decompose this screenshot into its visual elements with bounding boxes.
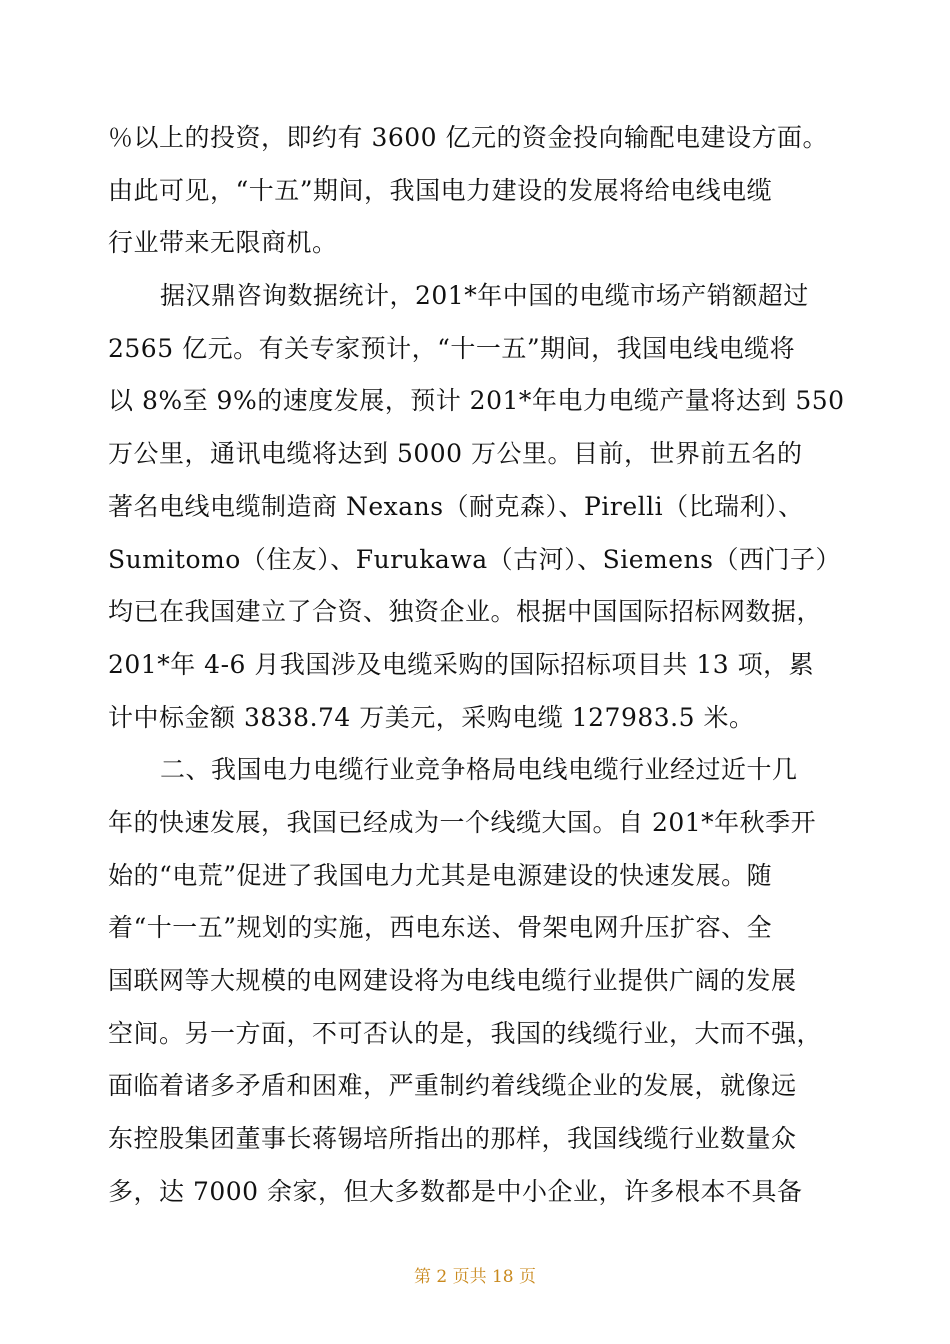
text-line: 行业带来无限商机。 — [108, 228, 338, 258]
text-line: Sumitomo（住友）、Furukawa（古河）、Siemens（西门子） — [108, 544, 841, 574]
paragraph-start-line: 二、我国电力电缆行业竞争格局电线电缆行业经过近十几 — [160, 755, 798, 785]
text-line: 由此可见，“十五”期间，我国电力建设的发展将给电线电缆 — [108, 175, 773, 205]
text-line: 2565 亿元。有关专家预计，“十一五”期间，我国电线电缆将 — [108, 333, 796, 363]
text-line: 均已在我国建立了合资、独资企业。根据中国国际招标网数据， — [108, 597, 823, 627]
text-line: 计中标金额 3838.74 万美元，采购电缆 127983.5 米。 — [108, 702, 755, 732]
text-line: 面临着诸多矛盾和困难，严重制约着线缆企业的发展，就像远 — [108, 1071, 797, 1101]
text-line: 始的“电荒”促进了我国电力尤其是电源建设的快速发展。随 — [108, 860, 773, 890]
text-line: 多，达 7000 余家，但大多数都是中小企业，许多根本不具备 — [108, 1176, 803, 1206]
text-line: 201*年 4-6 月我国涉及电缆采购的国际招标项目共 13 项，累 — [108, 649, 815, 679]
text-line: 著名电线电缆制造商 Nexans（耐克森）、Pirelli（比瑞利）、 — [108, 491, 804, 521]
text-line: 万公里，通讯电缆将达到 5000 万公里。目前，世界前五名的 — [108, 439, 803, 469]
text-line: ％以上的投资，即约有 3600 亿元的资金投向输配电建设方面。 — [108, 123, 829, 152]
text-line: 空间。另一方面，不可否认的是，我国的线缆行业，大而不强， — [108, 1018, 823, 1048]
text-line: 以 8%至 9%的速度发展，预计 201*年电力电缆产量将达到 550 — [108, 386, 845, 416]
document-body — [108, 112, 848, 1218]
text-line: 着“十一五”规划的实施，西电东送、骨架电网升压扩容、全 — [108, 913, 773, 943]
page-number-footer: 第 2 页共 18 页 — [413, 1267, 537, 1287]
text-line: 国联网等大规模的电网建设将为电线电缆行业提供广阔的发展 — [108, 966, 797, 995]
paragraph-start-line: 据汉鼎咨询数据统计，201*年中国的电缆市场产销额超过 — [160, 281, 809, 311]
text-line: 东控股集团董事长蒋锡培所指出的那样，我国线缆行业数量众 — [108, 1124, 797, 1154]
text-line: 年的快速发展，我国已经成为一个线缆大国。自 201*年秋季开 — [108, 807, 817, 837]
